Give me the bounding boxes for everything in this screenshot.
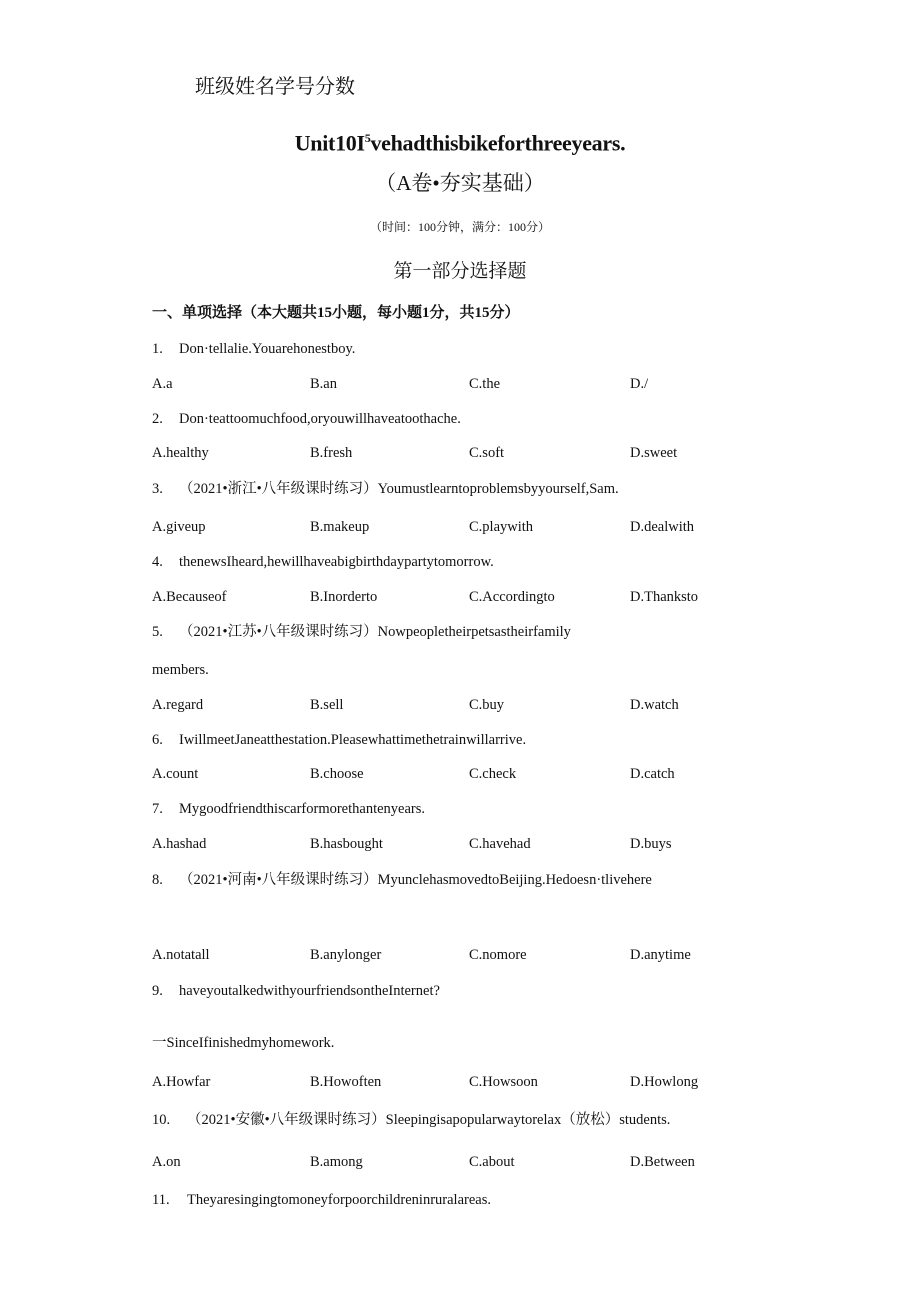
question-number: 5.	[152, 624, 163, 640]
option-d: D.Howlong	[630, 1074, 699, 1090]
question-continuation: 一SinceIfinishedmyhomework.	[152, 1035, 335, 1051]
question-continuation: members.	[152, 662, 209, 678]
question-3	[152, 479, 619, 499]
option-c: C.soft	[469, 445, 505, 461]
question-number: 8.	[152, 872, 163, 888]
option-b: B.an	[310, 376, 337, 392]
question-11	[152, 1190, 491, 1210]
option-b: B.Howoften	[310, 1074, 382, 1090]
option-d: D.Between	[630, 1154, 695, 1170]
option-c: C.check	[469, 766, 517, 782]
option-b: B.Inorderto	[310, 589, 378, 605]
option-d: D.buys	[630, 836, 672, 852]
question-number: 10.	[152, 1112, 171, 1128]
option-b: B.sell	[310, 697, 344, 713]
subtitle: （A卷•夯实基础）	[375, 171, 545, 195]
option-a: A.hashad	[152, 836, 207, 852]
question-text: （2021•安徽•八年级课时练习）Sleepingisapopularwaytorelax（放松）students.	[187, 1112, 671, 1128]
option-d: D.watch	[630, 697, 679, 713]
question-text: （2021•江苏•八年级课时练习）Nowpeopletheirpetsastheirfamily	[179, 624, 571, 640]
question-number: 1.	[152, 341, 163, 357]
question-9	[152, 981, 440, 1001]
title-part-a: Unit10I	[294, 130, 365, 156]
question-7	[152, 799, 425, 819]
option-a: A.giveup	[152, 519, 206, 535]
question-1	[152, 339, 355, 359]
question-text: thenewsIheard,hewillhaveabigbirthdaypartytomorrow.	[179, 554, 494, 570]
question-text: Theyaresingingtomoneyforpoorchildreninruralareas.	[187, 1192, 491, 1208]
question-4	[152, 552, 494, 572]
option-a: A.Becauseof	[152, 589, 227, 605]
option-d: D.sweet	[630, 445, 678, 461]
option-a: A.regard	[152, 697, 204, 713]
question-2	[152, 409, 461, 429]
question-10	[152, 1110, 670, 1130]
option-c: C.about	[469, 1154, 515, 1170]
option-a: A.a	[152, 376, 173, 392]
section-heading: 一、单项选择（本大题共15小题，每小题1分，共15分）	[152, 305, 520, 321]
question-number: 4.	[152, 554, 163, 570]
title-superscript: 5	[364, 131, 371, 145]
question-text: Don·tellalie.Youarehonestboy.	[179, 341, 356, 357]
question-number: 3.	[152, 481, 163, 497]
option-a: A.count	[152, 766, 199, 782]
option-b: B.hasbought	[310, 836, 383, 852]
option-d: D.dealwith	[630, 519, 695, 535]
option-a: A.healthy	[152, 445, 209, 461]
option-c: C.nomore	[469, 947, 527, 963]
title-part-b: vehadthisbikeforthreeyears.	[370, 130, 626, 156]
option-d: D.anytime	[630, 947, 691, 963]
student-info-header: 班级姓名学号分数	[195, 76, 355, 98]
option-b: B.makeup	[310, 519, 370, 535]
question-text: （2021•河南•八年级课时练习）MyunclehasmovedtoBeijing.Hedoesn·tlivehere	[179, 872, 652, 888]
question-number: 6.	[152, 732, 163, 748]
option-b: B.choose	[310, 766, 364, 782]
question-text: Mygoodfriendthiscarformorethantenyears.	[179, 801, 426, 817]
question-text: IwillmeetJaneatthestation.Pleasewhattimethetrainwillarrive.	[179, 732, 527, 748]
option-c: C.the	[469, 376, 501, 392]
question-number: 9.	[152, 983, 163, 999]
question-number: 7.	[152, 801, 163, 817]
option-c: C.Howsoon	[469, 1074, 538, 1090]
question-text: （2021•浙江•八年级课时练习）Youmustlearntoproblemsbyyourself,Sam.	[179, 481, 619, 497]
option-b: B.among	[310, 1154, 363, 1170]
question-text: haveyoutalkedwithyourfriendsontheInternet?	[179, 983, 440, 999]
option-b: B.fresh	[310, 445, 353, 461]
option-b: B.anylonger	[310, 947, 382, 963]
option-a: A.notatall	[152, 947, 210, 963]
option-a: A.Howfar	[152, 1074, 211, 1090]
option-c: C.havehad	[469, 836, 531, 852]
question-text: Don·teattoomuchfood,oryouwillhaveatoothache.	[179, 411, 461, 427]
option-d: D.Thanksto	[630, 589, 699, 605]
option-c: C.Accordingto	[469, 589, 555, 605]
question-5	[152, 622, 571, 642]
question-6	[152, 730, 526, 750]
part-heading: 第一部分选择题	[393, 261, 527, 282]
question-number: 2.	[152, 411, 163, 427]
time-info: （时间：100分钟，满分：100分）	[369, 220, 550, 234]
option-d: D.catch	[630, 766, 675, 782]
option-c: C.buy	[469, 697, 505, 713]
option-c: C.playwith	[469, 519, 534, 535]
option-d: D./	[630, 376, 649, 392]
option-a: A.on	[152, 1154, 181, 1170]
question-number: 11.	[152, 1192, 170, 1208]
unit-title	[0, 128, 920, 156]
question-8	[152, 870, 652, 890]
